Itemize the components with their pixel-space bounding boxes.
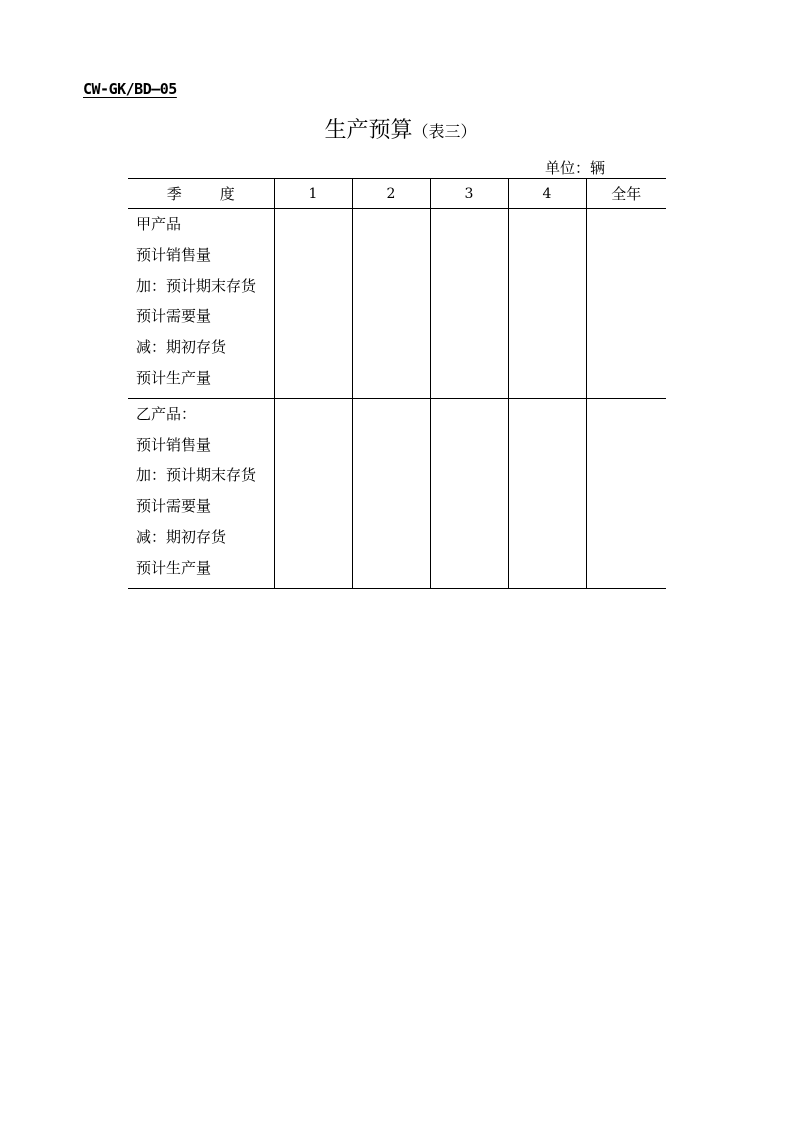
row-label: 预计销售量 [136, 245, 212, 264]
group-product-a [128, 209, 666, 399]
header-quarter [128, 179, 274, 209]
row-label: 减：期初存货 [136, 527, 227, 546]
row-label: 减：期初存货 [136, 338, 227, 357]
header-q2: 2 [352, 179, 430, 209]
header-q4: 4 [508, 179, 586, 209]
cell-a-q3 [430, 209, 508, 399]
title-sub: （表三） [412, 122, 477, 141]
cell-b-q1 [274, 398, 352, 588]
row-label: 预计销售量 [136, 435, 212, 454]
header-full-year: 全年 [586, 179, 666, 209]
row-label: 乙产品： [136, 404, 197, 423]
row-label: 预计需要量 [136, 497, 212, 516]
row-label: 预计生产量 [136, 368, 212, 387]
row-label: 甲产品 [136, 215, 182, 233]
row-label: 预计需要量 [136, 307, 212, 326]
header-quarter-a: 季 [166, 185, 182, 203]
unit-label: 单位：辆 [545, 159, 606, 177]
cell-a-q2 [352, 209, 430, 399]
cell-a-year [586, 209, 666, 399]
header-row [128, 179, 666, 209]
cell-b-q4 [508, 398, 586, 588]
header-quarter-b: 度 [219, 185, 235, 203]
row-label: 加：预计期末存货 [136, 276, 257, 295]
row-label: 预计生产量 [136, 558, 212, 577]
cell-b-year [586, 398, 666, 588]
document-code: CW-GK/BD—05 [83, 80, 177, 98]
cell-a-q1 [274, 209, 352, 399]
title-main: 生产预算 [324, 118, 413, 143]
cell-a-q4 [508, 209, 586, 399]
page-title [0, 120, 793, 142]
header-q3: 3 [430, 179, 508, 209]
production-budget-table [128, 178, 666, 589]
row-label: 加：预计期末存货 [136, 466, 257, 485]
header-q1: 1 [274, 179, 352, 209]
group-b-labels [128, 398, 274, 588]
cell-b-q3 [430, 398, 508, 588]
group-product-b [128, 398, 666, 588]
cell-b-q2 [352, 398, 430, 588]
group-a-labels [128, 209, 274, 399]
